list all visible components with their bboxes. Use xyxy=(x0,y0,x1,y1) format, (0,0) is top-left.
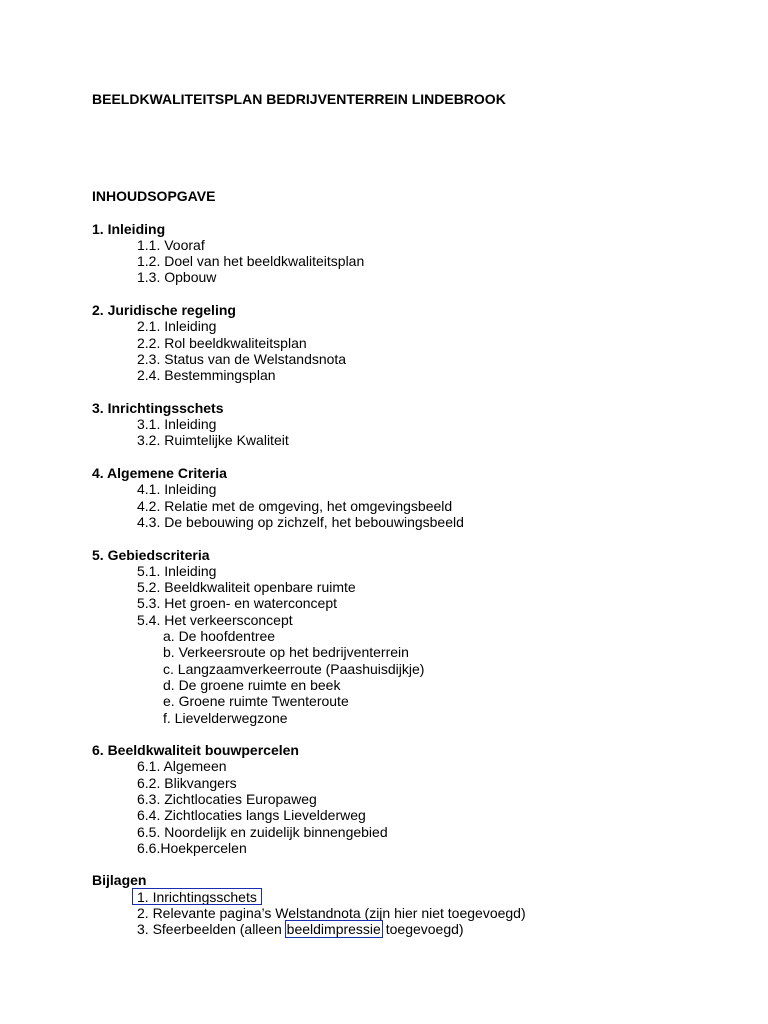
toc-item: 6.2. Blikvangers xyxy=(137,774,237,791)
annex-item-1[interactable] xyxy=(92,889,732,905)
toc-item: 6.4. Zichtlocaties langs Lievelderweg xyxy=(137,807,366,824)
annexes-title: Bijlagen xyxy=(92,872,147,889)
toc-subitem: d. De groene ruimte en beek xyxy=(163,676,341,693)
toc-subitem: a. De hoofdentree xyxy=(163,628,276,645)
link-box-inrichtingsschets[interactable] xyxy=(132,888,262,905)
toc-item: 2.1. Inleiding xyxy=(137,318,217,335)
toc-item: 3.2. Ruimtelijke Kwaliteit xyxy=(137,432,289,449)
section-title-1: 1. Inleiding xyxy=(92,220,166,237)
toc-heading: INHOUDSOPGAVE xyxy=(92,188,216,204)
toc-item: 4.1. Inleiding xyxy=(137,481,217,498)
toc-item: 6.1. Algemeen xyxy=(137,758,227,775)
toc-subitem: c. Langzaamverkeerroute (Paashuisdijkje) xyxy=(163,660,425,677)
toc-item: 1.3. Opbouw xyxy=(137,269,217,286)
toc-item: 1.1. Vooraf xyxy=(137,236,205,253)
toc-item: 3.1. Inleiding xyxy=(137,416,217,433)
annex-item-3 xyxy=(92,921,732,937)
toc-item: 5.2. Beeldkwaliteit openbare ruimte xyxy=(137,579,356,596)
spacer xyxy=(92,449,732,465)
spacer xyxy=(92,726,732,742)
toc-item: 2.4. Bestemmingsplan xyxy=(137,367,276,384)
spacer xyxy=(92,204,732,220)
table-of-contents xyxy=(92,188,732,938)
toc-item: 2.2. Rol beeldkwaliteitsplan xyxy=(137,334,307,351)
toc-subitem: f. Lievelderwegzone xyxy=(163,709,288,726)
section-title-2: 2. Juridische regeling xyxy=(92,302,236,319)
toc-item: 5.1. Inleiding xyxy=(137,562,217,579)
section-title-4: 4. Algemene Criteria xyxy=(92,465,227,482)
annex-item-3-after: toegevoegd) xyxy=(381,921,464,938)
spacer xyxy=(92,856,732,872)
annex-item-2: 2. Relevante pagina’s Welstandnota (zijn hier niet toegevoegd) xyxy=(137,905,526,922)
toc-item: 2.3. Status van de Welstandsnota xyxy=(137,350,347,367)
toc-item: 6.6.Hoekpercelen xyxy=(137,839,247,856)
toc-item: 1.2. Doel van het beeldkwaliteitsplan xyxy=(137,253,365,270)
annex-item-3-before: 3. Sfeerbeelden (alleen xyxy=(137,921,286,938)
toc-item: 6.3. Zichtlocaties Europaweg xyxy=(137,790,317,807)
link-box-beeldimpressie[interactable]: beeldimpressie xyxy=(286,921,381,938)
annex-item-1-label: 1. Inrichtingsschets xyxy=(137,888,257,905)
toc-subitem: e. Groene ruimte Twenteroute xyxy=(163,693,349,710)
spacer xyxy=(92,530,732,546)
toc-item: 6.5. Noordelijk en zuidelijk binnengebied xyxy=(137,823,388,840)
spacer xyxy=(92,384,732,400)
spacer xyxy=(92,286,732,302)
toc-subitem: b. Verkeersroute op het bedrijventerrein xyxy=(163,644,409,661)
section-title-5: 5. Gebiedscriteria xyxy=(92,546,210,563)
section-title-6: 6. Beeldkwaliteit bouwpercelen xyxy=(92,742,299,759)
toc-item: 5.4. Het verkeersconcept xyxy=(137,611,293,628)
document-title: BEELDKWALITEITSPLAN BEDRIJVENTERREIN LINDEBROOK xyxy=(92,91,506,107)
section-title-3: 3. Inrichtingsschets xyxy=(92,399,224,416)
toc-item: 4.3. De bebouwing op zichzelf, het bebouwingsbeeld xyxy=(137,513,464,530)
toc-item: 4.2. Relatie met de omgeving, het omgevingsbeeld xyxy=(137,497,453,514)
toc-item: 5.3. Het groen- en waterconcept xyxy=(137,595,338,612)
